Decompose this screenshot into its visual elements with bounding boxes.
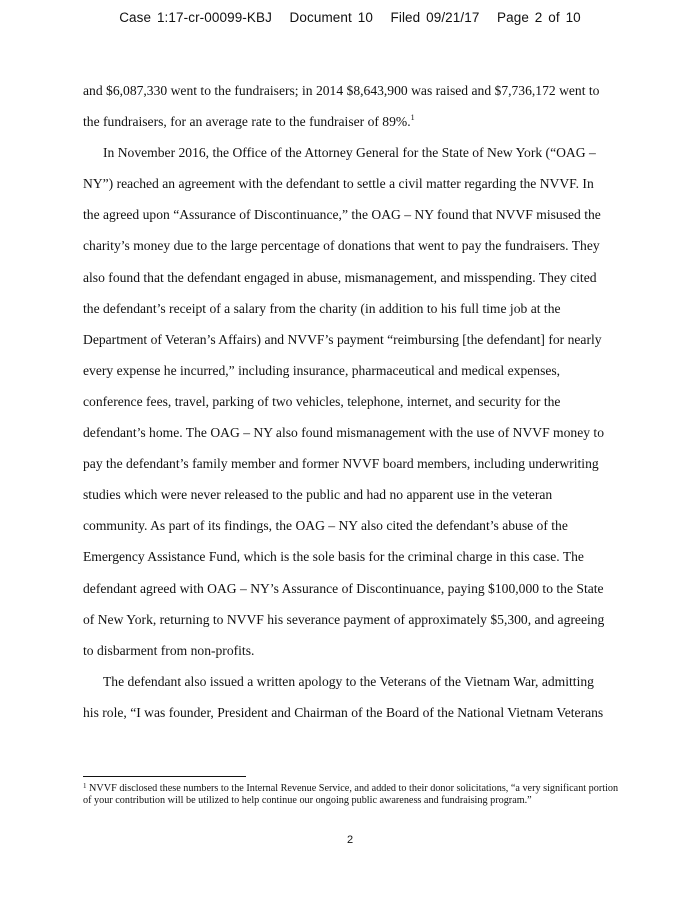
body-line: NY”) reached an agreement with the defendant to settle a civil matter regarding the NVVF. In [83, 176, 594, 192]
body-line: studies which were never released to the public and had no apparent use in the veteran [83, 487, 553, 503]
body-line: charity’s money due to the large percentage of donations that went to pay the fundraisers. They [83, 238, 600, 254]
body-line: pay the defendant’s family member and former NVVF board members, including underwriting [83, 456, 599, 472]
body-line: Emergency Assistance Fund, which is the sole basis for the criminal charge in this case. The [83, 549, 584, 565]
body-line: the defendant’s receipt of a salary from the charity (in addition to his full time job at the [83, 300, 561, 316]
paragraph-start: In November 2016, the Office of the Attorney General for the State of New York (“OAG – [103, 145, 596, 161]
footnote-separator [83, 776, 246, 777]
page-number: 2 [346, 834, 354, 846]
body-line: defendant’s home. The OAG – NY also found mismanagement with the use of NVVF money to [83, 425, 605, 441]
body-line: also found that the defendant engaged in abuse, mismanagement, and misspending. They cited [83, 269, 597, 285]
body-line: the fundraisers, for an average rate to the fundraiser of 89%.$^1$ [83, 113, 415, 130]
body-line: and $6,087,330 went to the fundraisers; in 2014 $8,643,900 was raised and $7,736,172 went to [83, 83, 600, 98]
body-line: community. As part of its findings, the OAG – NY also cited the defendant’s abuse of the [83, 518, 568, 534]
footnote-marker: 1 [83, 782, 87, 790]
body-line: Department of Veteran’s Affairs) and NVVF’s payment “reimbursing [the defendant] for nearly [83, 331, 602, 347]
body-line: conference fees, travel, parking of two vehicles, telephone, internet, and security for the [83, 393, 561, 409]
body-line: to disbarment from non-profits. [83, 642, 255, 658]
body-line: defendant agreed with OAG – NY’s Assurance of Discontinuance, paying $100,000 to the State [83, 580, 604, 596]
body-line: the agreed upon “Assurance of Discontinuance,” the OAG – NY found that NVVF misused the [83, 207, 601, 223]
footnote [83, 783, 623, 807]
case-number: Case 1:17-cr-00099-KBJ [119, 10, 272, 25]
case-header [0, 10, 700, 25]
body-line: of New York, returning to NVVF his severance payment of approximately $5,300, and agreeing [83, 611, 605, 627]
document-body [83, 79, 623, 732]
document-number: Document 10 [289, 10, 373, 25]
page-indicator: Page 2 of 10 [497, 10, 581, 25]
footnote-reference[interactable]: 1 [410, 113, 415, 123]
body-line: his role, “I was founder, President and Chairman of the Board of the National Vietnam Veterans [83, 704, 604, 720]
filed-date: Filed 09/21/17 [390, 10, 480, 25]
footnote-text: NVVF disclosed these numbers to the Internal Revenue Service, and added to their donor solicitations, “a very significant portion of your contribution will be utilized to help continue our ongoing public awareness and fundraising program.” [83, 783, 619, 807]
paragraph-start: The defendant also issued a written apology to the Veterans of the Vietnam War, admitting [103, 673, 594, 689]
body-line: every expense he incurred,” including insurance, pharmaceutical and medical expenses, [83, 362, 561, 378]
